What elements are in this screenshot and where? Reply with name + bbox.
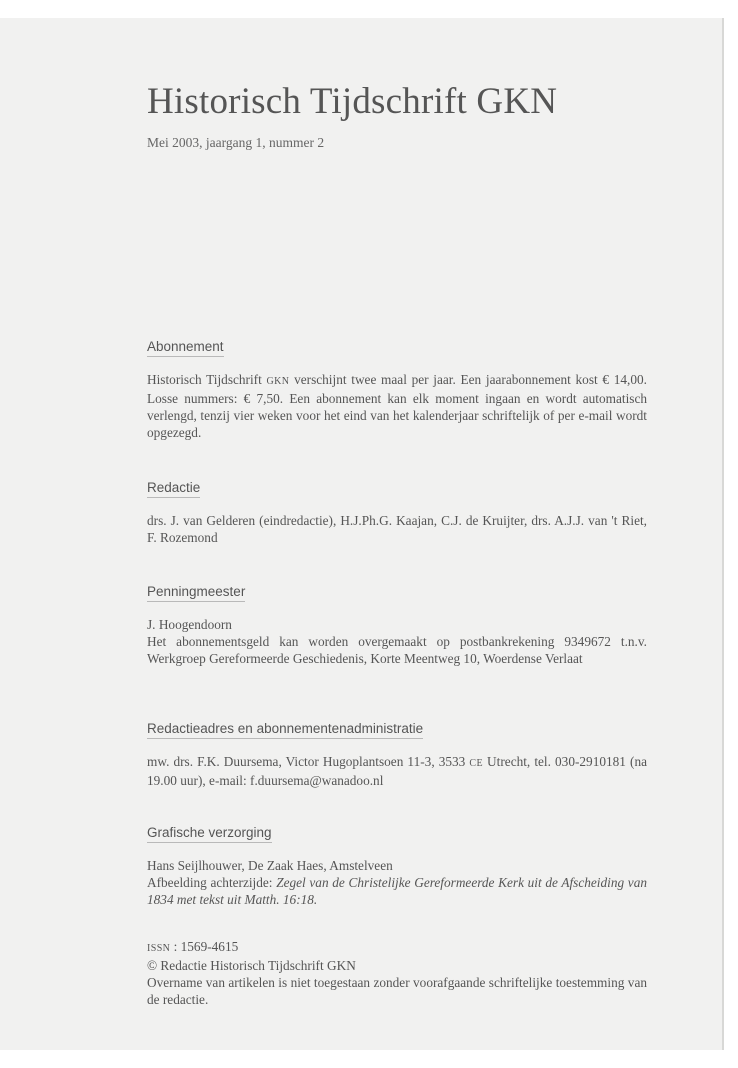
section-penningmeester bbox=[147, 581, 647, 667]
section-redactie bbox=[147, 477, 647, 546]
design-credit: Hans Seijlhouwer, De Zaak Haes, Amstelveen bbox=[147, 858, 393, 873]
section-body: mw. drs. F.K. Duursema, Victor Hugoplantsoen 11-3, 3533 CE Utrecht, tel. 030-2910181 (na 19.00 uur), e-mail: f.duursema@wanadoo.nl bbox=[147, 754, 647, 788]
section-body: Historisch Tijdschrift GKN verschijnt twee maal per jaar. Een jaarabonnement kost € 14,00. Losse nummers: € 7,50. Een abonnement kan elk moment ingaan en wordt automatisch verlengd, tenzij vier weken voor het eind van het kalenderjaar schriftelijk of per e-mail wordt opgezegd. bbox=[147, 372, 647, 440]
treasurer-name: J. Hoogendoorn bbox=[147, 617, 232, 632]
reproduction-notice: Overname van artikelen is niet toegestaan zonder voorafgaande schriftelijke toestemming van de redactie. bbox=[147, 975, 647, 1007]
section-abonnement bbox=[147, 336, 647, 441]
issn: ISSN : 1569-4615 bbox=[147, 939, 239, 954]
section-heading: Abonnement bbox=[147, 339, 224, 357]
issue-info: Mei 2003, jaargang 1, nummer 2 bbox=[147, 135, 325, 150]
small-caps-text: GKN bbox=[266, 376, 290, 387]
section-heading: Redactie bbox=[147, 480, 200, 498]
section-grafische bbox=[147, 822, 647, 908]
small-caps-text: CE bbox=[469, 758, 483, 769]
section-heading: Redactieadres en abonnementenadministratie bbox=[147, 721, 423, 739]
section-body bbox=[147, 616, 647, 667]
page bbox=[0, 18, 724, 1050]
copyright: © Redactie Historisch Tijdschrift GKN bbox=[147, 958, 356, 973]
section-body bbox=[147, 857, 647, 908]
journal-title: Historisch Tijdschrift GKN bbox=[147, 81, 558, 122]
colophon bbox=[147, 938, 647, 1008]
section-heading: Penningmeester bbox=[147, 584, 245, 602]
image-credit: Afbeelding achterzijde: Zegel van de Christelijke Gereformeerde Kerk uit de Afscheiding van 1834 met tekst uit Matth. 16:18. bbox=[147, 875, 647, 907]
section-heading: Grafische verzorging bbox=[147, 825, 272, 843]
payment-info: Het abonnementsgeld kan worden overgemaakt op postbankrekening 9349672 t.n.v. Werkgroep Gereformeerde Geschiedenis, Korte Meentweg 10, Woerdense Verlaat bbox=[147, 634, 647, 666]
section-body: drs. J. van Gelderen (eindredactie), H.J.Ph.G. Kaajan, C.J. de Kruijter, drs. A.J.J. van 't Riet, F. Rozemond bbox=[147, 513, 647, 545]
section-redactieadres bbox=[147, 718, 647, 789]
